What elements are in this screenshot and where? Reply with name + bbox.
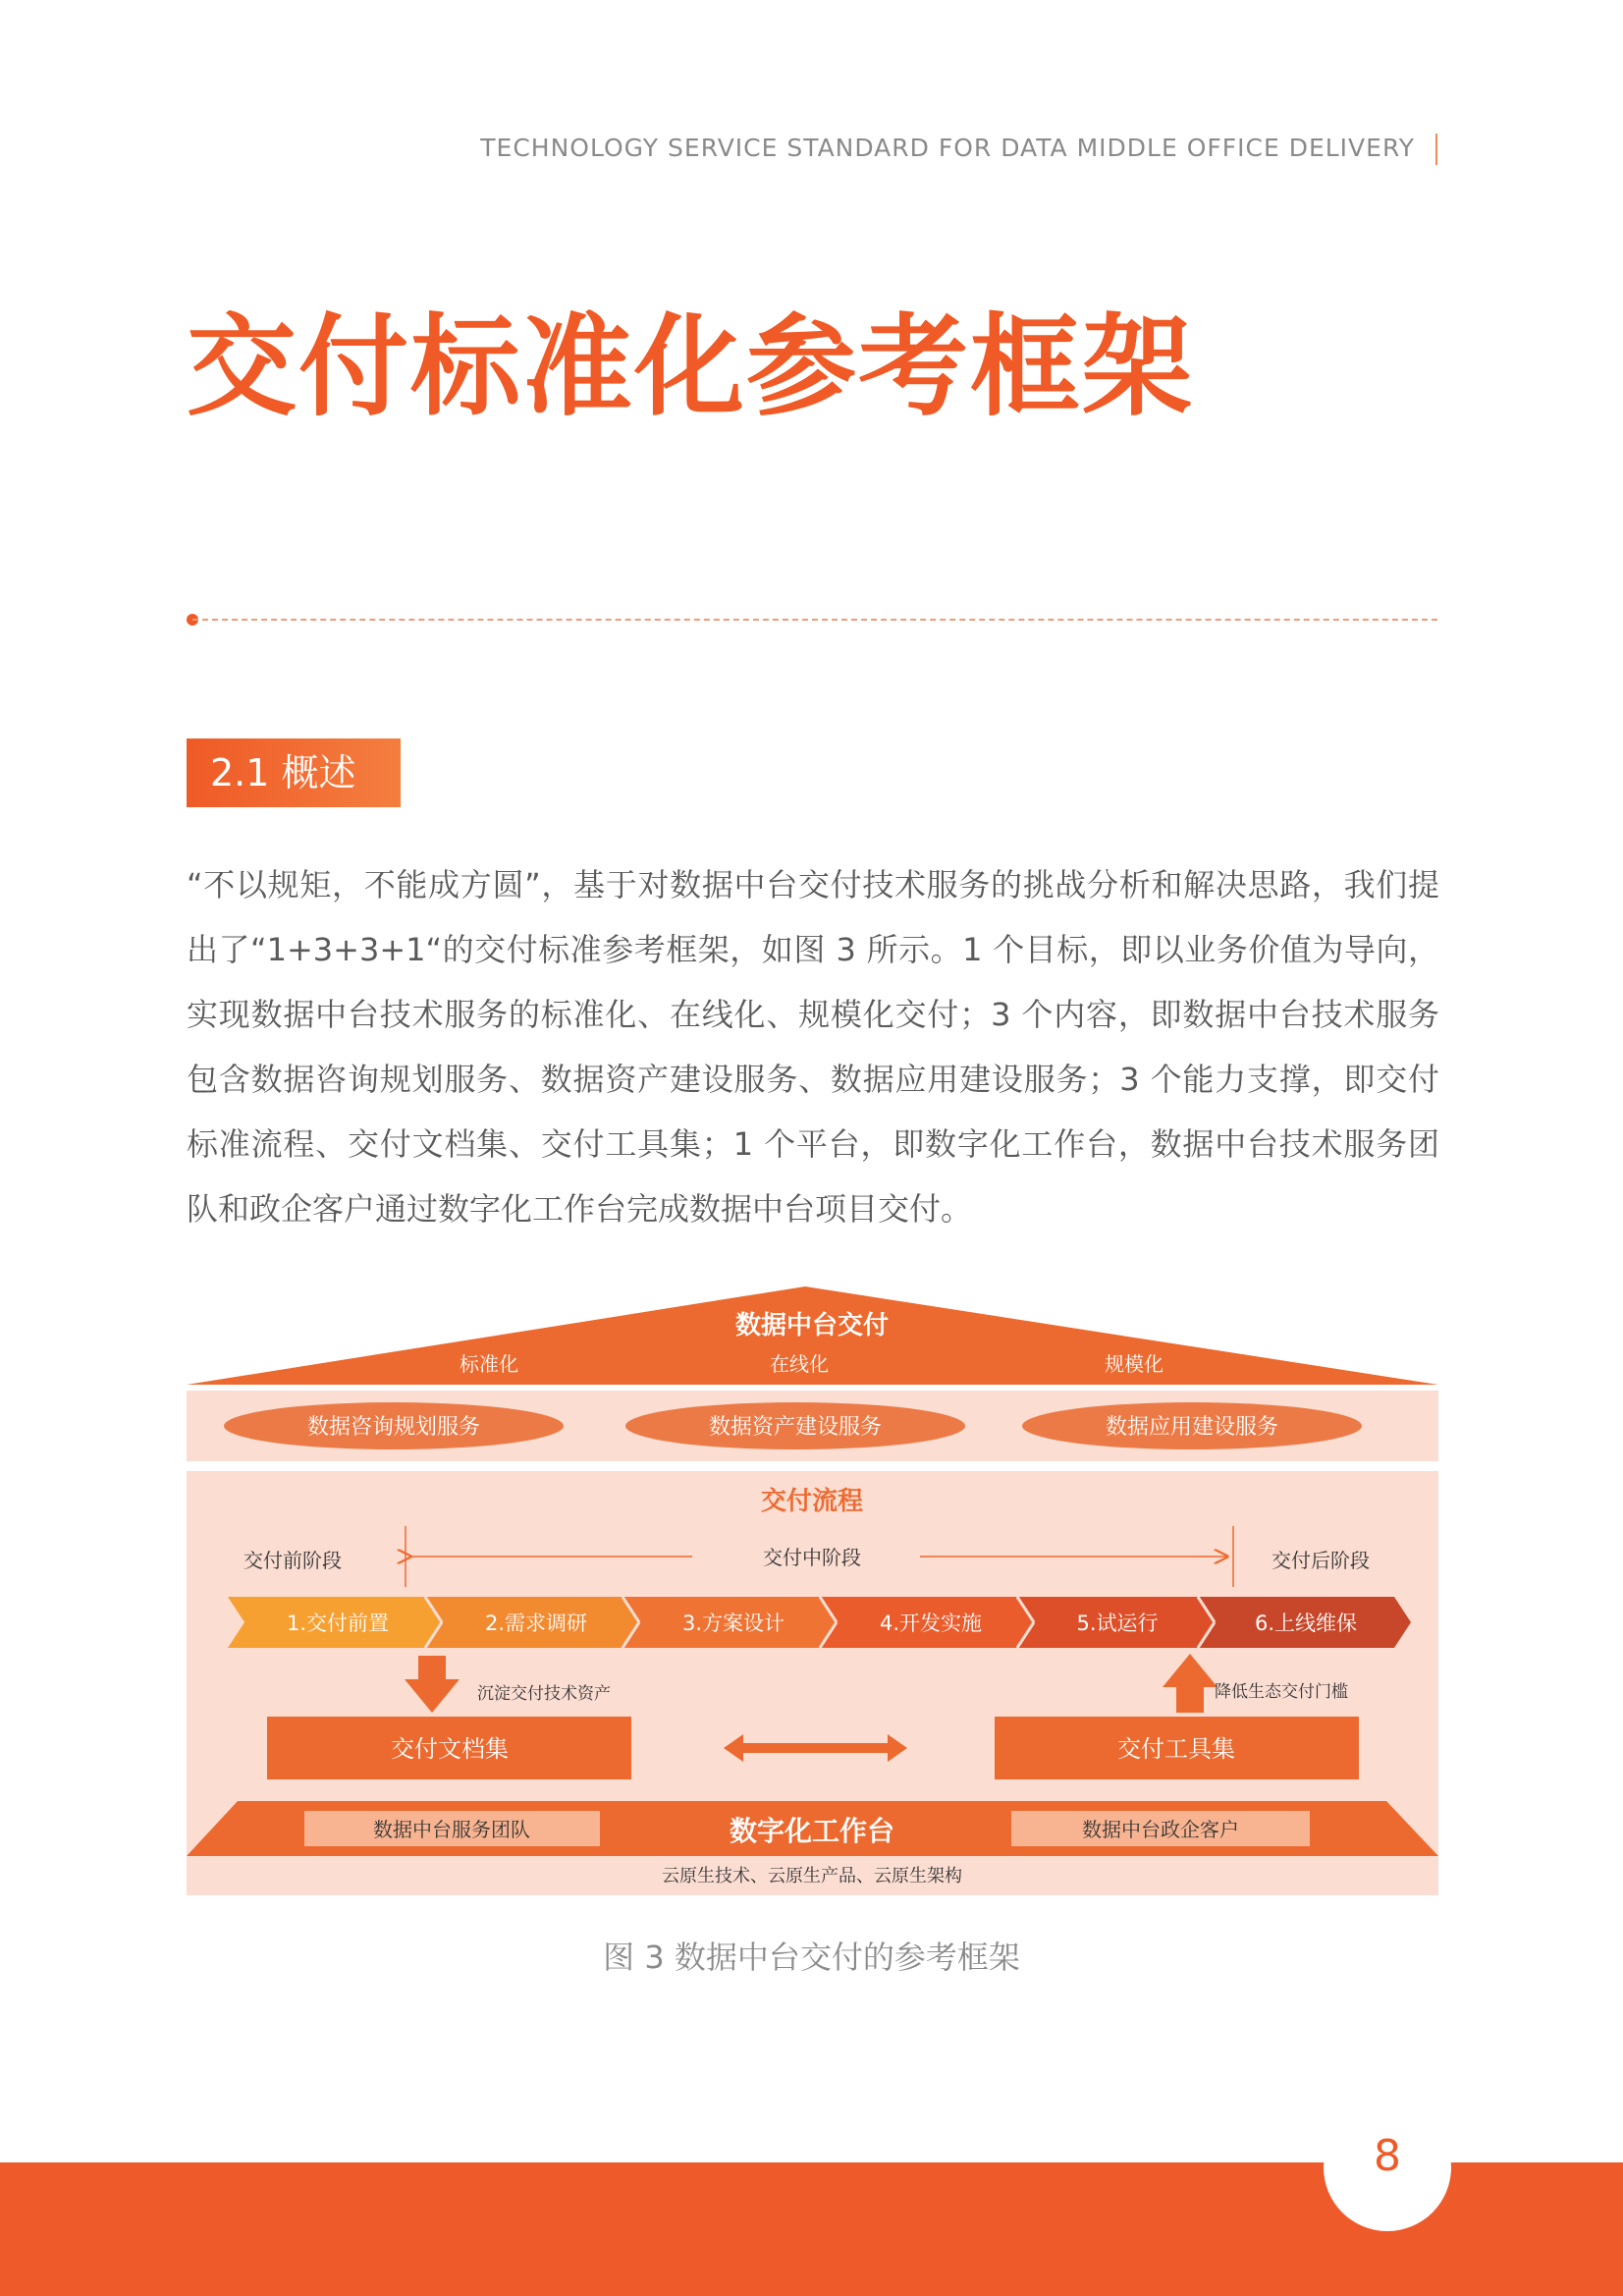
customer-label: 数据中台政企客户 bbox=[1082, 1818, 1239, 1841]
step-4-label: 4.开发实施 bbox=[879, 1612, 983, 1635]
process-title: 交付流程 bbox=[760, 1487, 864, 1516]
service-consulting: 数据咨询规划服务 bbox=[306, 1415, 481, 1440]
dashed-divider bbox=[192, 619, 1437, 621]
running-header: TECHNOLOGY SERVICE STANDARD FOR DATA MIDDLE OFFICE DELIVERY bbox=[480, 134, 1415, 162]
phase-after: 交付后阶段 bbox=[1271, 1549, 1370, 1572]
figure-caption: 图 3 数据中台交付的参考框架 bbox=[603, 1939, 1020, 1976]
up-note: 降低生态交付门槛 bbox=[1215, 1682, 1348, 1702]
step-5-label: 5.试运行 bbox=[1076, 1612, 1159, 1635]
step-2-label: 2.需求调研 bbox=[484, 1612, 588, 1635]
page-number: 8 bbox=[1374, 2131, 1401, 2181]
roof-label-standard: 标准化 bbox=[460, 1352, 518, 1376]
step-1-label: 1.交付前置 bbox=[286, 1612, 390, 1635]
service-application: 数据应用建设服务 bbox=[1105, 1415, 1279, 1440]
service-asset: 数据资产建设服务 bbox=[708, 1415, 883, 1440]
page-title: 交付标准化参考框架 bbox=[187, 303, 1194, 431]
phase-before: 交付前阶段 bbox=[243, 1549, 342, 1572]
phase-middle: 交付中阶段 bbox=[763, 1546, 861, 1569]
step-3-label: 3.方案设计 bbox=[681, 1612, 785, 1635]
header-divider bbox=[1435, 134, 1437, 165]
roof-label-scale: 规模化 bbox=[1105, 1352, 1163, 1376]
team-label: 数据中台服务团队 bbox=[373, 1818, 530, 1841]
platform-title: 数字化工作台 bbox=[729, 1815, 895, 1847]
roof-label-online: 在线化 bbox=[770, 1352, 829, 1376]
down-note: 沉淀交付技术资产 bbox=[477, 1684, 611, 1704]
doc-set-label: 交付文档集 bbox=[391, 1735, 509, 1763]
roof-title: 数据中台交付 bbox=[734, 1311, 890, 1340]
base-label: 云原生技术、云原生产品、云原生架构 bbox=[662, 1866, 962, 1886]
step-6-label: 6.上线维保 bbox=[1254, 1612, 1358, 1635]
tool-set-label: 交付工具集 bbox=[1117, 1735, 1235, 1763]
section-heading-badge: 2.1 概述 bbox=[187, 738, 401, 807]
framework-diagram bbox=[187, 1286, 1438, 1895]
body-paragraph-block bbox=[187, 852, 1439, 1241]
body-paragraph: “不以规矩，不能成方圆”，基于对数据中台交付技术服务的挑战分析和解决思路，我们提出了“1+3+3+1“的交付标准参考框架，如图 3 所示。1 个目标，即以业务价值为导向，实现数据中台技术服务的标准化、在线化、规模化交付；3 个内容，即数据中台技术服务包含数据咨询规划服务、数据资产建设服务、数据应用建设服务；3 个能力支撑，即交付标准流程、交付文档集、交付工具集；1 个平台，即数字化工作台，数据中台技术服务团队和政企客户通过数字化工作台完成数据中台项目交付。 bbox=[187, 866, 1439, 1228]
